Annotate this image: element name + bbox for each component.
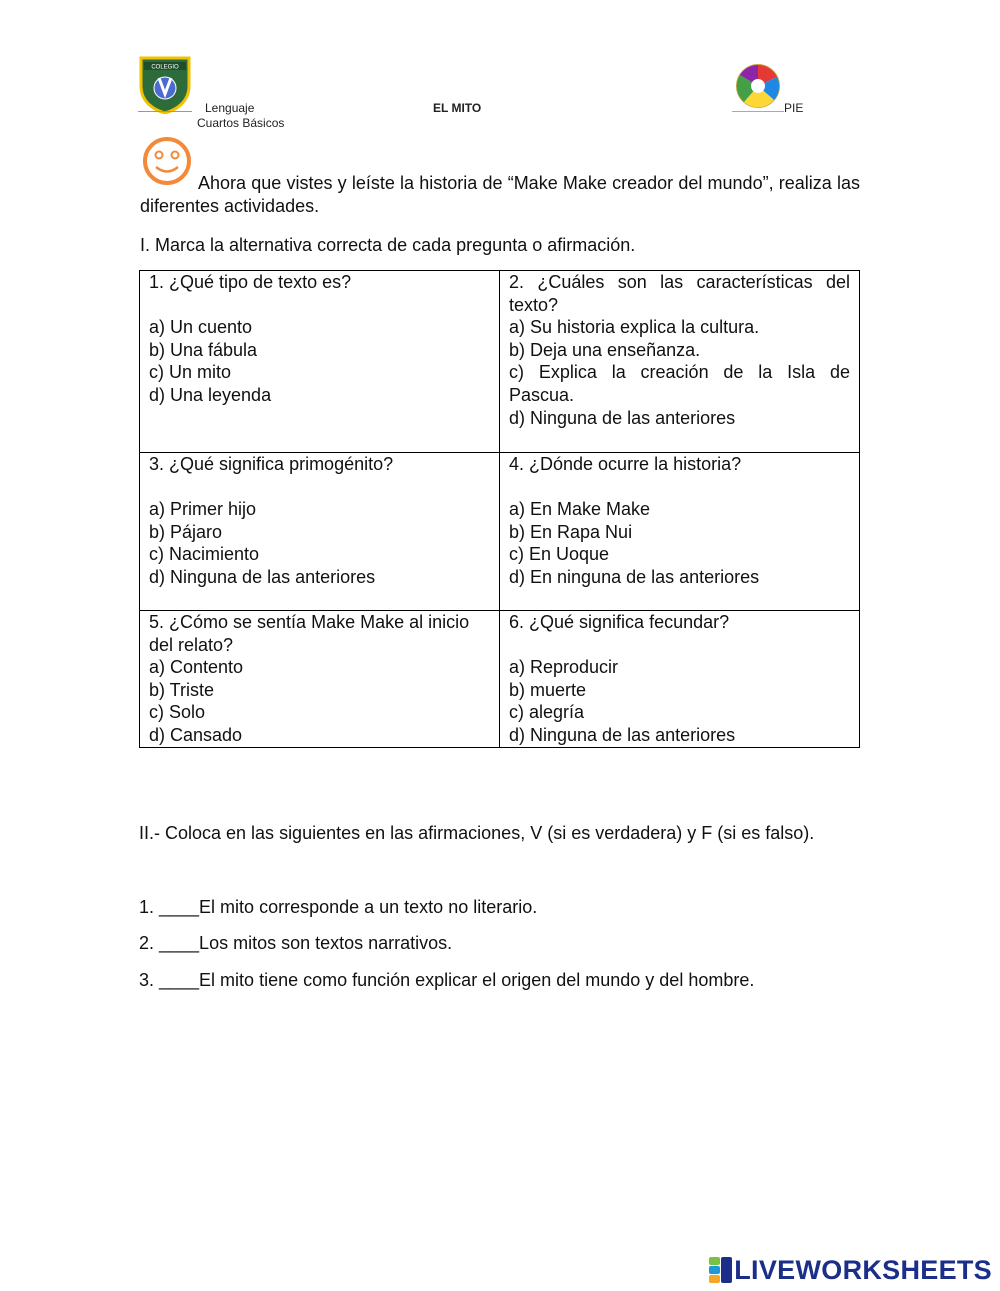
subject-label: Lenguaje	[205, 101, 255, 115]
question-cell-6	[500, 611, 860, 748]
statement-1[interactable]: 1. ____El mito corresponde a un texto no literario.	[139, 897, 538, 917]
option-b[interactable]: b) Triste	[149, 679, 215, 700]
option-a[interactable]: a) Su historia explica la cultura.	[509, 317, 760, 338]
pie-underline	[732, 111, 784, 112]
option-c[interactable]: c) alegría	[509, 702, 585, 723]
table-row	[140, 453, 860, 611]
option-a[interactable]: a) Primer hijo	[149, 499, 257, 520]
program-label: PIE	[784, 101, 804, 115]
question-text: 1. ¿Qué tipo de texto es?	[149, 272, 352, 292]
option-d[interactable]: d) Ninguna de las anteriores	[509, 407, 736, 428]
option-c[interactable]: c) Explica la creación de la Isla de Pascua.	[509, 362, 850, 405]
option-c[interactable]: c) Solo	[149, 702, 206, 723]
option-b[interactable]: b) Una fábula	[149, 339, 258, 360]
question-cell-4	[500, 453, 860, 611]
option-c[interactable]: c) Nacimiento	[149, 544, 260, 565]
question-text: 4. ¿Dónde ocurre la historia?	[509, 454, 742, 474]
option-a[interactable]: a) Reproducir	[509, 657, 619, 678]
question-cell-1	[140, 271, 500, 453]
option-b[interactable]: b) En Rapa Nui	[509, 521, 633, 542]
crest-underline	[138, 111, 192, 112]
liveworksheets-logo-icon	[708, 1256, 734, 1284]
question-text: 3. ¿Qué significa primogénito?	[149, 454, 394, 474]
worksheet-title: EL MITO	[433, 101, 482, 115]
table-row	[140, 271, 860, 453]
section1-instruction: I. Marca la alternativa correcta de cada pregunta o afirmación.	[140, 235, 636, 255]
grade-label: Cuartos Básicos	[197, 116, 285, 130]
option-a[interactable]: a) Contento	[149, 657, 244, 678]
school-crest-logo	[138, 56, 192, 114]
option-d[interactable]: d) Ninguna de las anteriores	[149, 566, 376, 587]
option-b[interactable]: b) Pájaro	[149, 521, 223, 542]
option-d[interactable]: d) Una leyenda	[149, 384, 272, 405]
option-a[interactable]: a) Un cuento	[149, 317, 253, 338]
option-a[interactable]: a) En Make Make	[509, 499, 651, 520]
option-d[interactable]: d) En ninguna de las anteriores	[509, 566, 760, 587]
question-text: 6. ¿Qué significa fecundar?	[509, 612, 730, 632]
option-b[interactable]: b) Deja una enseñanza.	[509, 339, 701, 360]
pie-program-logo	[732, 62, 784, 110]
question-text: 5. ¿Cómo se sentía Make Make al inicio del relato?	[149, 612, 470, 655]
section2-instruction: II.- Coloca en las siguientes en las afirmaciones, V (si es verdadera) y F (si es falso).	[139, 823, 815, 843]
table-row	[140, 611, 860, 748]
statement-3[interactable]: 3. ____El mito tiene como función explicar el origen del mundo y del hombre.	[139, 970, 755, 990]
question-cell-2	[500, 271, 860, 453]
option-d[interactable]: d) Cansado	[149, 724, 243, 745]
crest-label: COLEGIO	[151, 64, 179, 71]
liveworksheets-brand	[708, 1254, 992, 1286]
option-c[interactable]: c) En Uoque	[509, 544, 610, 565]
question-text: 2. ¿Cuáles son las características del texto?	[509, 272, 850, 315]
intro-paragraph: Ahora que vistes y leíste la historia de “Make Make creador del mundo”, realiza las diferentes actividades.	[140, 173, 860, 216]
option-c[interactable]: c) Un mito	[149, 362, 232, 383]
liveworksheets-wordmark: LIVEWORKSHEETS	[734, 1254, 992, 1285]
question-cell-3	[140, 453, 500, 611]
questions-table	[139, 270, 860, 748]
statement-2[interactable]: 2. ____Los mitos son textos narrativos.	[139, 933, 453, 953]
option-d[interactable]: d) Ninguna de las anteriores	[509, 724, 736, 745]
question-cell-5	[140, 611, 500, 748]
option-b[interactable]: b) muerte	[509, 679, 587, 700]
